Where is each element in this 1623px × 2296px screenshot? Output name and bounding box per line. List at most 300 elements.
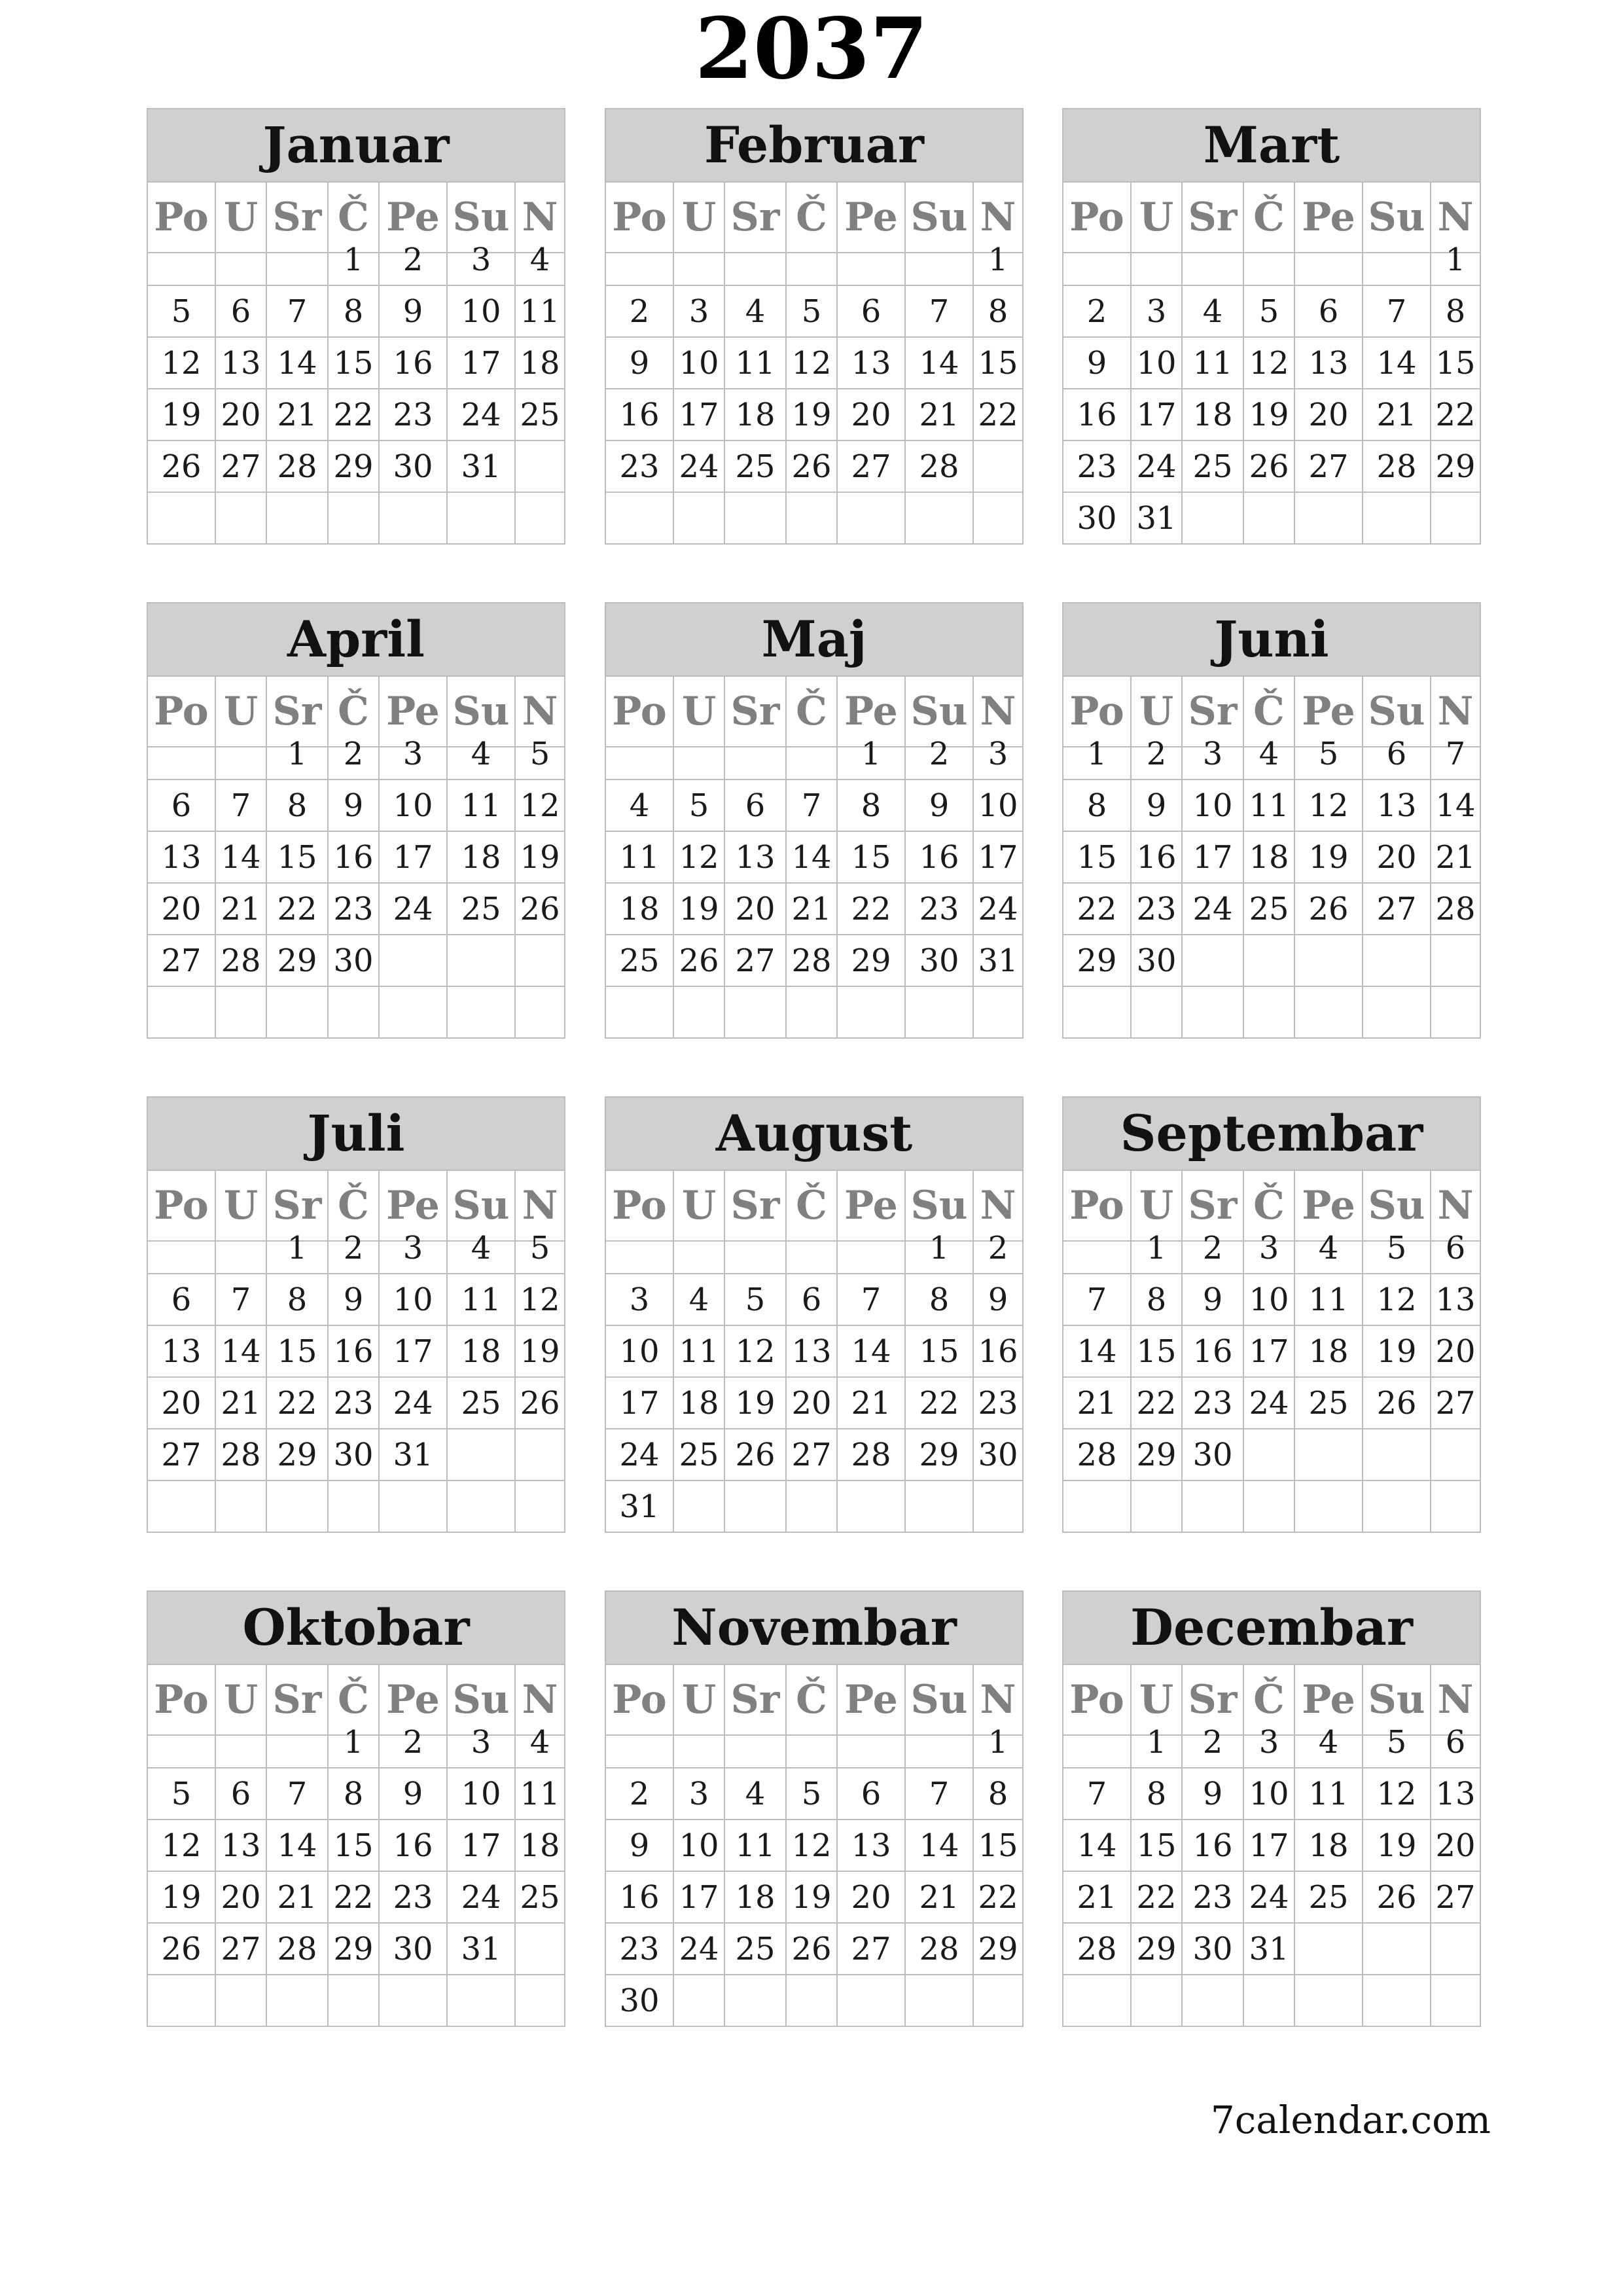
day-cell: 2 [606, 286, 674, 338]
weekday-header: Č [787, 1171, 838, 1242]
day-cell: 16 [380, 338, 448, 389]
day-cell: 24 [1244, 1872, 1295, 1924]
empty-day-cell [974, 441, 1024, 493]
day-cell: 28 [906, 441, 974, 493]
day-cell: 2 [906, 728, 974, 780]
weekday-header: Č [1244, 1171, 1295, 1242]
day-cell: 9 [1183, 1274, 1244, 1326]
weekday-header: N [1431, 1171, 1481, 1242]
day-cell: 20 [787, 1378, 838, 1429]
weekday-header: Pe [380, 1171, 448, 1242]
empty-day-cell [906, 1975, 974, 2027]
empty-day-cell [1431, 1924, 1481, 1975]
day-cell: 17 [1244, 1326, 1295, 1378]
day-cell: 29 [1132, 1429, 1183, 1481]
empty-day-cell [725, 234, 787, 286]
day-cell: 18 [516, 1820, 565, 1872]
day-cell: 12 [787, 338, 838, 389]
day-cell: 21 [906, 389, 974, 441]
day-cell: 1 [838, 728, 906, 780]
day-cell: 16 [1063, 389, 1132, 441]
weekday-header: U [674, 1665, 725, 1736]
empty-day-cell [1132, 1481, 1183, 1533]
day-cell: 12 [1244, 338, 1295, 389]
weekday-header: N [974, 1171, 1024, 1242]
day-cell: 29 [1063, 935, 1132, 987]
day-cell: 4 [448, 728, 516, 780]
weekday-header: Sr [725, 1665, 787, 1736]
day-cell: 2 [380, 1717, 448, 1768]
weekday-header: Sr [1183, 183, 1244, 253]
empty-day-cell [1132, 1975, 1183, 2027]
day-cell: 21 [906, 1872, 974, 1924]
empty-day-cell [674, 1975, 725, 2027]
day-cell: 11 [448, 780, 516, 832]
weekday-header: Po [1063, 677, 1132, 747]
weekday-header: Pe [380, 677, 448, 747]
day-cell: 14 [267, 338, 329, 389]
day-cell: 18 [448, 1326, 516, 1378]
day-cell: 20 [148, 1378, 216, 1429]
empty-day-cell [974, 493, 1024, 545]
empty-day-cell [725, 1223, 787, 1274]
weekday-header: Po [1063, 1665, 1132, 1736]
day-cell: 13 [1431, 1768, 1481, 1820]
empty-day-cell [725, 1481, 787, 1533]
day-cell: 16 [974, 1326, 1024, 1378]
empty-day-cell [1244, 234, 1295, 286]
month-name: Juli [148, 1098, 565, 1171]
month-days-grid [606, 1665, 1024, 2027]
day-cell: 17 [1132, 389, 1183, 441]
day-cell: 23 [1132, 884, 1183, 935]
day-cell: 11 [606, 832, 674, 884]
weekday-header: Č [787, 677, 838, 747]
weekday-header: N [516, 183, 565, 253]
day-cell: 10 [448, 1768, 516, 1820]
empty-day-cell [380, 493, 448, 545]
weekday-header: Sr [267, 183, 329, 253]
day-cell: 13 [838, 1820, 906, 1872]
day-cell: 29 [267, 935, 329, 987]
day-cell: 19 [787, 389, 838, 441]
day-cell: 23 [329, 884, 380, 935]
empty-day-cell [725, 987, 787, 1039]
day-cell: 24 [380, 1378, 448, 1429]
empty-day-cell [1244, 935, 1295, 987]
day-cell: 29 [838, 935, 906, 987]
empty-day-cell [838, 1223, 906, 1274]
day-cell: 15 [838, 832, 906, 884]
day-cell: 3 [1132, 286, 1183, 338]
day-cell: 19 [674, 884, 725, 935]
day-cell: 11 [516, 286, 565, 338]
day-cell: 19 [148, 1872, 216, 1924]
empty-day-cell [1183, 234, 1244, 286]
empty-day-cell [1063, 234, 1132, 286]
day-cell: 28 [1063, 1429, 1132, 1481]
empty-day-cell [1244, 987, 1295, 1039]
day-cell: 26 [787, 441, 838, 493]
empty-day-cell [606, 234, 674, 286]
empty-day-cell [267, 234, 329, 286]
empty-day-cell [906, 1717, 974, 1768]
empty-day-cell [787, 728, 838, 780]
month-days-grid [606, 677, 1024, 1039]
weekday-header: Pe [838, 1665, 906, 1736]
day-cell: 19 [1244, 389, 1295, 441]
month-days-grid [606, 1171, 1024, 1533]
day-cell: 24 [448, 389, 516, 441]
day-cell: 14 [906, 338, 974, 389]
empty-day-cell [838, 1975, 906, 2027]
month-11 [605, 1590, 1024, 2027]
day-cell: 11 [725, 1820, 787, 1872]
weekday-header: N [1431, 183, 1481, 253]
day-cell: 27 [838, 441, 906, 493]
weekday-header: Su [1363, 1665, 1431, 1736]
empty-day-cell [606, 1223, 674, 1274]
day-cell: 5 [1363, 1717, 1431, 1768]
empty-day-cell [216, 493, 267, 545]
day-cell: 3 [1244, 1223, 1295, 1274]
day-cell: 8 [1132, 1768, 1183, 1820]
month-name: Juni [1063, 603, 1481, 677]
day-cell: 26 [516, 884, 565, 935]
day-cell: 28 [1063, 1924, 1132, 1975]
empty-day-cell [1063, 1975, 1132, 2027]
day-cell: 3 [1244, 1717, 1295, 1768]
weekday-header: Č [1244, 1665, 1295, 1736]
day-cell: 7 [267, 1768, 329, 1820]
empty-day-cell [838, 1717, 906, 1768]
empty-day-cell [148, 1481, 216, 1533]
weekday-header: U [674, 1171, 725, 1242]
empty-day-cell [216, 728, 267, 780]
empty-day-cell [516, 1429, 565, 1481]
weekday-header: Pe [1295, 1665, 1363, 1736]
day-cell: 2 [1183, 1717, 1244, 1768]
day-cell: 29 [906, 1429, 974, 1481]
day-cell: 1 [267, 1223, 329, 1274]
weekday-header: Su [448, 183, 516, 253]
day-cell: 22 [906, 1378, 974, 1429]
empty-day-cell [329, 1975, 380, 2027]
month-8 [605, 1096, 1024, 1533]
weekday-header: U [1132, 1665, 1183, 1736]
empty-day-cell [1183, 1481, 1244, 1533]
day-cell: 24 [674, 1924, 725, 1975]
day-cell: 22 [1431, 389, 1481, 441]
empty-day-cell [906, 987, 974, 1039]
empty-day-cell [516, 935, 565, 987]
empty-day-cell [1363, 935, 1431, 987]
weekday-header: Su [906, 1665, 974, 1736]
day-cell: 21 [838, 1378, 906, 1429]
day-cell: 16 [329, 1326, 380, 1378]
weekday-header: Pe [380, 183, 448, 253]
weekday-header: N [974, 183, 1024, 253]
day-cell: 15 [974, 338, 1024, 389]
day-cell: 20 [838, 1872, 906, 1924]
day-cell: 24 [1244, 1378, 1295, 1429]
day-cell: 15 [1132, 1820, 1183, 1872]
year-title: 2037 [694, 0, 929, 98]
day-cell: 6 [216, 286, 267, 338]
day-cell: 10 [1244, 1274, 1295, 1326]
day-cell: 27 [216, 1924, 267, 1975]
empty-day-cell [1431, 1975, 1481, 2027]
empty-day-cell [974, 1975, 1024, 2027]
day-cell: 21 [1063, 1378, 1132, 1429]
day-cell: 18 [606, 884, 674, 935]
month-name: Maj [606, 603, 1024, 677]
day-cell: 7 [906, 286, 974, 338]
weekday-header: Sr [725, 1171, 787, 1242]
month-days-grid [148, 1665, 565, 2027]
day-cell: 16 [606, 389, 674, 441]
day-cell: 30 [380, 1924, 448, 1975]
empty-day-cell [1363, 987, 1431, 1039]
empty-day-cell [1295, 234, 1363, 286]
weekday-header: N [1431, 677, 1481, 747]
weekday-header: U [1132, 677, 1183, 747]
empty-day-cell [380, 987, 448, 1039]
day-cell: 21 [267, 389, 329, 441]
day-cell: 4 [725, 286, 787, 338]
day-cell: 13 [148, 1326, 216, 1378]
day-cell: 15 [1132, 1326, 1183, 1378]
day-cell: 6 [216, 1768, 267, 1820]
day-cell: 12 [148, 338, 216, 389]
day-cell: 6 [787, 1274, 838, 1326]
day-cell: 8 [1431, 286, 1481, 338]
day-cell: 30 [1063, 493, 1132, 545]
weekday-header: Sr [267, 677, 329, 747]
day-cell: 10 [380, 1274, 448, 1326]
weekday-header: Su [1363, 1171, 1431, 1242]
day-cell: 15 [974, 1820, 1024, 1872]
day-cell: 7 [267, 286, 329, 338]
day-cell: 31 [1132, 493, 1183, 545]
day-cell: 20 [216, 1872, 267, 1924]
day-cell: 6 [148, 780, 216, 832]
weekday-header: Pe [1295, 1171, 1363, 1242]
day-cell: 14 [838, 1326, 906, 1378]
day-cell: 16 [380, 1820, 448, 1872]
weekday-header: U [1132, 1171, 1183, 1242]
day-cell: 4 [448, 1223, 516, 1274]
day-cell: 6 [1363, 728, 1431, 780]
day-cell: 23 [1183, 1872, 1244, 1924]
empty-day-cell [1295, 987, 1363, 1039]
day-cell: 21 [216, 884, 267, 935]
empty-day-cell [216, 1717, 267, 1768]
month-days-grid [1063, 183, 1481, 545]
month-name: Septembar [1063, 1098, 1481, 1171]
weekday-header: Su [448, 677, 516, 747]
day-cell: 6 [1295, 286, 1363, 338]
empty-day-cell [216, 234, 267, 286]
day-cell: 28 [267, 441, 329, 493]
day-cell: 3 [380, 728, 448, 780]
weekday-header: Su [906, 677, 974, 747]
empty-day-cell [380, 935, 448, 987]
empty-day-cell [448, 1975, 516, 2027]
day-cell: 14 [787, 832, 838, 884]
day-cell: 2 [329, 1223, 380, 1274]
day-cell: 6 [838, 1768, 906, 1820]
empty-day-cell [787, 1717, 838, 1768]
month-6 [1062, 602, 1481, 1039]
day-cell: 3 [1183, 728, 1244, 780]
month-name: August [606, 1098, 1024, 1171]
weekday-header: N [516, 1171, 565, 1242]
day-cell: 29 [267, 1429, 329, 1481]
empty-day-cell [606, 1717, 674, 1768]
day-cell: 18 [725, 389, 787, 441]
weekday-header: Č [787, 183, 838, 253]
empty-day-cell [267, 1975, 329, 2027]
day-cell: 28 [1363, 441, 1431, 493]
empty-day-cell [906, 493, 974, 545]
day-cell: 5 [1295, 728, 1363, 780]
empty-day-cell [216, 1975, 267, 2027]
day-cell: 27 [1363, 884, 1431, 935]
weekday-header: Sr [267, 1171, 329, 1242]
day-cell: 23 [974, 1378, 1024, 1429]
day-cell: 4 [1295, 1717, 1363, 1768]
day-cell: 25 [725, 441, 787, 493]
day-cell: 4 [674, 1274, 725, 1326]
month-3 [1062, 108, 1481, 545]
empty-day-cell [148, 493, 216, 545]
empty-day-cell [674, 728, 725, 780]
day-cell: 12 [674, 832, 725, 884]
day-cell: 19 [516, 832, 565, 884]
month-9 [1062, 1096, 1481, 1533]
empty-day-cell [380, 1481, 448, 1533]
day-cell: 2 [380, 234, 448, 286]
day-cell: 15 [267, 1326, 329, 1378]
day-cell: 8 [267, 780, 329, 832]
weekday-header: U [216, 677, 267, 747]
day-cell: 20 [1295, 389, 1363, 441]
empty-day-cell [448, 987, 516, 1039]
day-cell: 19 [516, 1326, 565, 1378]
weekday-header: Sr [725, 183, 787, 253]
day-cell: 26 [674, 935, 725, 987]
day-cell: 30 [380, 441, 448, 493]
weekday-header: Po [606, 677, 674, 747]
day-cell: 8 [974, 1768, 1024, 1820]
day-cell: 6 [838, 286, 906, 338]
day-cell: 23 [906, 884, 974, 935]
day-cell: 18 [1244, 832, 1295, 884]
empty-day-cell [216, 1481, 267, 1533]
day-cell: 6 [1431, 1717, 1481, 1768]
empty-day-cell [674, 1717, 725, 1768]
empty-day-cell [1431, 935, 1481, 987]
empty-day-cell [1183, 935, 1244, 987]
weekday-header: Su [448, 1171, 516, 1242]
day-cell: 13 [725, 832, 787, 884]
day-cell: 1 [974, 234, 1024, 286]
empty-day-cell [974, 987, 1024, 1039]
day-cell: 26 [787, 1924, 838, 1975]
day-cell: 22 [267, 884, 329, 935]
empty-day-cell [267, 1481, 329, 1533]
empty-day-cell [906, 1481, 974, 1533]
empty-day-cell [516, 493, 565, 545]
empty-day-cell [216, 1223, 267, 1274]
day-cell: 26 [516, 1378, 565, 1429]
empty-day-cell [1132, 234, 1183, 286]
day-cell: 20 [838, 389, 906, 441]
day-cell: 19 [1363, 1326, 1431, 1378]
weekday-header: Pe [1295, 183, 1363, 253]
weekday-header: Pe [1295, 677, 1363, 747]
day-cell: 14 [1063, 1326, 1132, 1378]
day-cell: 19 [1363, 1820, 1431, 1872]
empty-day-cell [1363, 234, 1431, 286]
day-cell: 4 [1244, 728, 1295, 780]
empty-day-cell [1244, 1975, 1295, 2027]
empty-day-cell [1063, 987, 1132, 1039]
day-cell: 27 [1295, 441, 1363, 493]
day-cell: 19 [148, 389, 216, 441]
weekday-header: Po [606, 183, 674, 253]
weekday-header: Sr [725, 677, 787, 747]
day-cell: 12 [516, 1274, 565, 1326]
month-days-grid [148, 677, 565, 1039]
day-cell: 5 [148, 286, 216, 338]
day-cell: 29 [1431, 441, 1481, 493]
day-cell: 21 [787, 884, 838, 935]
weekday-header: U [216, 1171, 267, 1242]
day-cell: 21 [216, 1378, 267, 1429]
empty-day-cell [674, 1223, 725, 1274]
day-cell: 23 [606, 1924, 674, 1975]
day-cell: 16 [906, 832, 974, 884]
day-cell: 16 [1183, 1820, 1244, 1872]
day-cell: 22 [329, 1872, 380, 1924]
empty-day-cell [516, 1481, 565, 1533]
empty-day-cell [448, 1481, 516, 1533]
day-cell: 8 [838, 780, 906, 832]
empty-day-cell [1363, 1429, 1431, 1481]
site-footer-link[interactable]: 7calendar.com [1210, 2098, 1491, 2142]
empty-day-cell [787, 987, 838, 1039]
day-cell: 26 [725, 1429, 787, 1481]
day-cell: 23 [329, 1378, 380, 1429]
day-cell: 27 [1431, 1872, 1481, 1924]
day-cell: 7 [216, 780, 267, 832]
day-cell: 19 [787, 1872, 838, 1924]
day-cell: 30 [329, 935, 380, 987]
day-cell: 2 [974, 1223, 1024, 1274]
weekday-header: U [674, 677, 725, 747]
day-cell: 17 [674, 389, 725, 441]
day-cell: 15 [329, 338, 380, 389]
month-5 [605, 602, 1024, 1039]
weekday-header: N [974, 677, 1024, 747]
empty-day-cell [674, 1481, 725, 1533]
day-cell: 30 [606, 1975, 674, 2027]
day-cell: 12 [1363, 1768, 1431, 1820]
empty-day-cell [1363, 1975, 1431, 2027]
day-cell: 26 [148, 441, 216, 493]
